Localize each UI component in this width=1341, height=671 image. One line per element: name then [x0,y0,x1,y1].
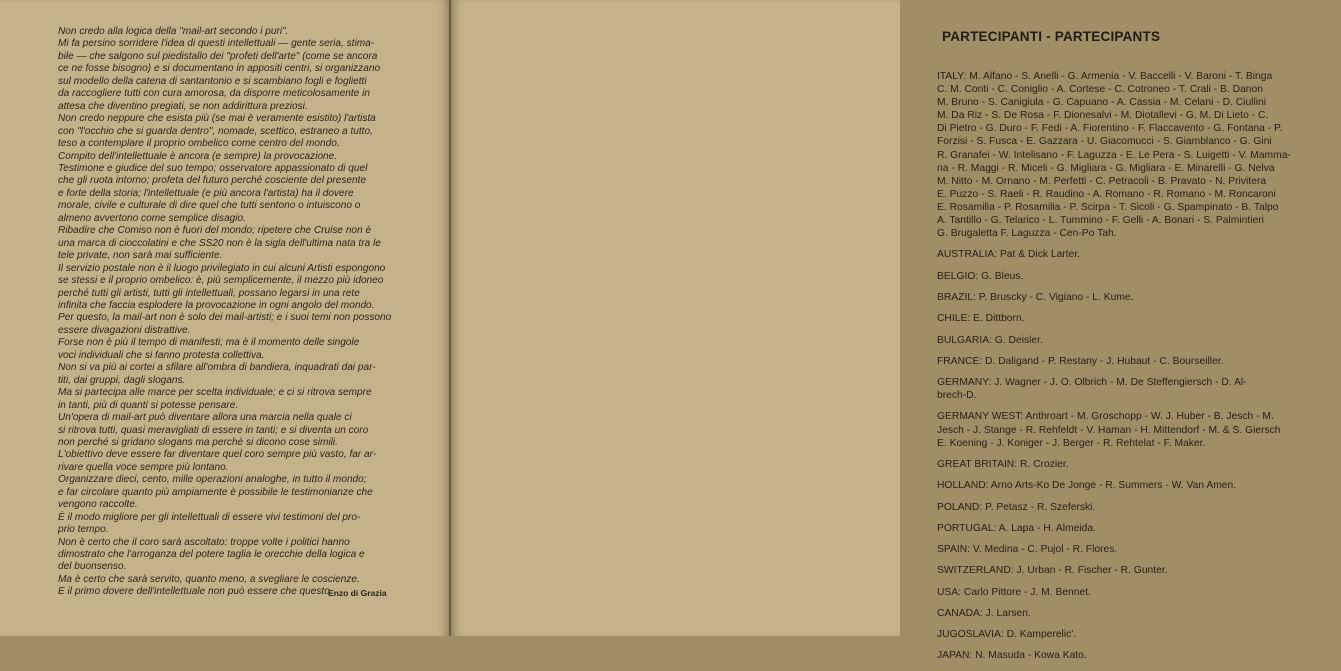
essay-line: Non credo alla logica della "mail-art secondo i puri". [58,26,289,37]
signature: Enzo di Grazia [328,588,387,598]
participant-line: E. Koening - J. Koniger - J. Berger - R. Rehtelat - F. Maker. [937,437,1206,449]
participant-line: GREAT BRITAIN: R. Crozier. [937,458,1069,470]
essay-line: Organizzare dieci, cento, mille operazioni analoghe, in tutto il mondo; [58,474,367,486]
country-entry [937,607,1341,620]
country-entry [937,649,1341,662]
essay-text [58,26,428,599]
country-entry [937,458,1341,471]
essay-paragraph [58,26,428,38]
essay-line: almeno avvertono come semplice disagio. [58,212,246,224]
country-entry [937,355,1341,368]
essay-line: sul modello della catena di santantonio e si scambiano fogli e foglietti [58,75,367,87]
country-entry [937,628,1341,641]
essay-line: rivare quella voce sempre più lontano. [58,461,229,473]
essay-line: L'obiettivo deve essere far diventare quel coro sempre più vasto, far ar- [58,449,377,461]
country-entry [937,410,1341,449]
participant-line: M. Nitto - M. Ornano - M. Perfetti - C. Petracoli - B. Pravato - N. Privitera [937,175,1267,187]
essay-paragraph [58,151,428,163]
country-entry [937,248,1341,261]
participants-list [937,70,1341,671]
essay-line: morale, civile e culturale di dire quel che tutti sentono o intuiscono o [58,200,361,212]
essay-line: vengono raccolte. [58,499,138,511]
essay-line: Un'opera di mail-art può diventare allora una marcia nella quale ci [58,412,352,424]
essay-line: È il modo migliore per gli intellettuali di essere vivi testimoni del pro- [58,511,361,523]
essay-paragraph [58,412,428,449]
essay-paragraph [58,449,428,474]
essay-paragraph [58,512,428,537]
essay-line: Forse non è più il tempo di manifesti; ma è il momento delle singole [58,337,360,349]
participant-line: A. Tantillo - G. Telarico - L. Tummino - F. Gelli - A. Bonari - S. Palmintieri [937,215,1264,227]
essay-paragraph [58,263,428,338]
country-entry [937,586,1341,599]
participant-line: GERMANY: J. Wagner - J. O. Olbrich - M. De Steffengiersch - D. Al- [937,377,1247,389]
participant-line: GERMANY WEST: Anthroart - M. Groschopp - W. J. Huber - B. Jesch - M. [937,411,1274,423]
essay-line: una marca di cioccolatini e che SS20 non è la sigla dell'ultima nata tra le [58,237,381,249]
participant-line: JAPAN: N. Masuda - Kowa Kato. [937,650,1087,662]
left-page [0,0,449,636]
participant-line: BULGARIA: G. Deisler. [937,334,1043,346]
essay-line: titi, dai gruppi, dagli slogans. [58,374,186,386]
essay-line: prio tempo. [58,524,109,536]
country-entry [937,70,1341,240]
participant-line: USA: Carlo Pittore - J. M. Bennet. [937,586,1091,598]
participant-line: CANADA: J. Larsen. [937,607,1031,619]
essay-paragraph [58,387,428,412]
essay-paragraph [58,163,428,225]
participant-line: M. Bruno - S. Canigiula - G. Capuano - A. Cassia - M. Celani - D. Ciullini [937,97,1267,109]
participant-line: BRAZIL: P. Bruscky - C. Vigiano - L. Kume. [937,291,1134,303]
country-entry [937,270,1341,283]
essay-line: voci individuali che si fanno protesta collettiva. [58,349,265,361]
essay-paragraph [58,337,428,362]
essay-paragraph [58,113,428,150]
participant-line: CHILE: E. Dittborn. [937,313,1025,325]
essay-line: Non si va più ai cortei a sfilare all'ombra di bandiera, inquadrati dai par- [58,362,376,374]
country-entry [937,376,1341,402]
essay-line: tele private, non sarà mai sufficiente. [58,250,223,262]
essay-line: con "l'occhio che si guarda dentro", nomade, scettico, estraneo a tutto, [58,125,373,137]
essay-line: non perché si gridano slogans ma perché si dicono cose simili. [58,436,338,448]
participant-line: BELGIO: G. Bleus. [937,270,1024,282]
essay-line: Per questo, la mail-art non è solo dei mail-artisti; e i suoi temi non possono [58,312,392,324]
essay-line: da raccogliere tutti con cura amorosa, da disporre meticolosamente in [58,88,370,100]
essay-line: ce ne fosse bisogno) e si documentano in appositi centri, si organizzano [58,63,381,75]
participant-line: SPAIN: V. Medina - C. Pujol - R. Flores. [937,544,1118,556]
essay-line: Il servizio postale non è il luogo privilegiato in cui alcuni Artisti espongono [58,262,386,274]
participant-line: SWITZERLAND: J. Urban - R. Fischer - R. Gunter. [937,565,1168,577]
country-entry [937,291,1341,304]
country-entry [937,479,1341,492]
participant-line: na - R. Maggi - R. Miceli - G. Migliara - G. Migliara - E. Minarelli - G. Nelva [937,162,1275,174]
essay-line: Testimone e giudice del suo tempo; osservatore appassionato di quel [58,162,368,174]
participant-line: brech-D. [937,390,977,402]
essay-line: e far circolare quanto più ampiamente è possibile le testimonianze che [58,486,373,498]
essay-paragraph [58,38,428,113]
participant-line: JUGOSLAVIA: D. Kamperelic'. [937,629,1077,641]
country-entry [937,334,1341,347]
essay-line: teso a contemplare il proprio ombelico come centro del mondo. [58,138,340,150]
page-title: PARTECIPANTI - PARTECIPANTS [942,29,1161,44]
right-page [451,0,1291,662]
essay-line: essere divagazioni distrattive. [58,324,191,336]
participant-line: PORTUGAL: A. Lapa - H. Almeida. [937,522,1096,534]
country-entry [937,312,1341,325]
participant-line: M. Da Riz - S. De Rosa - F. Dionesalvi - M. Diotallevi - G. M. Di Lieto - C. [937,110,1269,122]
essay-line: Ribadire che Comiso non è fuori del mondo; ripetere che Cruise non è [58,225,372,237]
essay-line: che gli ruota intorno; profeta del futuro perché cosciente del presente [58,175,367,187]
essay-line: E il primo dovere dell'intellettuale non può essere che questo. [58,586,333,598]
essay-paragraph [58,225,428,262]
participant-line: AUSTRALIA: Pat & Dick Larter. [937,249,1081,261]
essay-paragraph [58,474,428,511]
essay-line: Non credo neppure che esista più (se mai è veramente esistito) l'artista [58,113,376,125]
essay-line: e forte della storia; l'intellettuale (e più ancora l'artista) ha il dovere [58,187,354,199]
essay-line: attesa che diventino pregiati, se non addirittura preziosi. [58,100,308,112]
participant-line: E. Puzzo - S. Raeli - R. Raudino - A. Romano - R. Romano - M. Roncaroni [937,188,1276,200]
essay-line: del buonsenso. [58,561,127,573]
participant-line: Forzisi - S. Fusca - E. Gazzara - U. Giacomucci - S. Giamblanco - G. Gini [937,136,1272,148]
country-entry [937,522,1341,535]
country-entry [937,501,1341,514]
essay-line: Compito dell'intellettuale è ancora (e sempre) la provocazione. [58,150,338,162]
essay-line: perché tutti gli artisti, tutti gli intellettuali, possano legarsi in una rete [58,287,360,299]
country-entry [937,564,1341,577]
participant-line: POLAND: P. Petasz - R. Szeferski. [937,501,1096,513]
essay-line: Ma si partecipa alle marce per scelta individuale; e ci si ritrova sempre [58,387,372,399]
essay-line: se stessi e il proprio ombelico: è, più semplicemente, il mezzo più idoneo [58,275,384,287]
participant-line: R. Granafei - W. Intelisano - F. Laguzza - E. Le Pera - S. Luigetti - V. Mamma- [937,149,1291,161]
country-entry [937,543,1341,556]
participant-line: FRANCE: D. Daligand - P. Restany - J. Hubaut - C. Bourseiller. [937,355,1224,367]
participant-line: E. Rosamilia - P. Rosamilia - P. Scirpa - T. Sicoli - G. Spampinato - B. Talpo [937,201,1279,213]
essay-line: Mi fa persino sorridere l'idea di questi intellettuali — gente seria, stima- [58,38,375,50]
essay-paragraph [58,362,428,387]
essay-line: in tanti, più di quanti si potesse pensare. [58,399,239,411]
essay-line: dimostrato che l'arroganza del potere taglia le orecchie della logica e [58,549,365,561]
participant-line: ITALY: M. Alfano - S. Anelli - G. Armenia - V. Baccelli - V. Baroni - T. Binga [937,71,1273,82]
essay-line: si ritrova tutti, quasi meravigliati di essere in tanti; e si diventa un coro [58,424,369,436]
participant-line: HOLLAND: Arno Arts-Ko De Jonge - R. Summers - W. Van Amen. [937,480,1237,492]
essay-paragraph [58,537,428,574]
essay-line: infinita che faccia esplodere la provocazione in ogni angolo del mondo. [58,299,375,311]
participant-line: Jesch - J. Stange - R. Rehfeldt - V. Haman - H. Mittendorf - M. & S. Giersch [937,424,1281,436]
participant-line: Di Pietro - G. Duro - F. Fedi - A. Fiorentino - F. Flaccavento - G. Fontana - P. [937,123,1283,135]
essay-line: Non è certo che il coro sarà ascoltato: troppe volte i politici hanno [58,536,350,548]
essay-line: bile — che salgono sul piedistallo dei "profeti dell'arte" (come se ancora [58,50,378,62]
essay-line: Ma è certo che sarà servito, quanto meno, a svegliare le coscienze. [58,573,360,585]
participant-line: C. M. Conti - C. Coniglio - A. Cortese - C. Cotroneo - T. Crali - B. Danon [937,84,1263,96]
participant-line: G. Brugaletta F. Laguzza - Cen-Po Tah. [937,228,1117,240]
